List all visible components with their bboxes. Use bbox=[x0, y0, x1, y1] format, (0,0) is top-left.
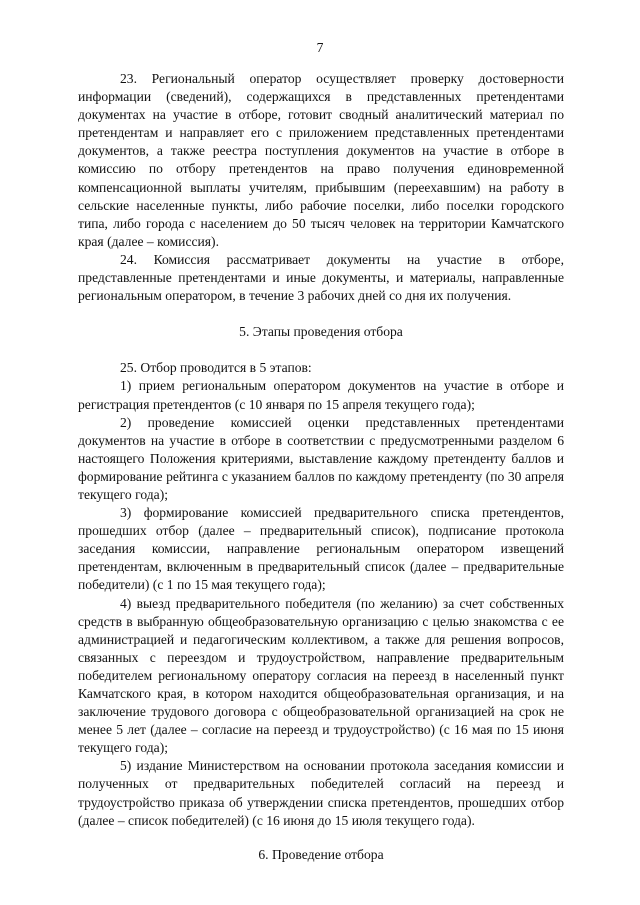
list-item-stage-4: 4) выезд предварительного победителя (по желанию) за счет собственных средств в выбранную общеобразовательную организацию с целью знакомства с ее администрацией и педагогическим коллективом, а также для решения вопросов, связанных с переездом и трудоустройством, направление предварительным победителем региональному оператору согласия на переезд в населенный пункт Камчатского края, в котором находится общеобразовательная организация, и на заключение трудового договора с общеобразовательной организацией на срок не менее 5 лет (далее – согласие на переезд и трудоустройство) (с 16 мая по 15 июня текущего года); bbox=[78, 595, 564, 756]
list-item-stage-1: 1) прием региональным оператором документов на участие в отборе и регистрация претендентов (с 10 января по 15 апреля текущего года); bbox=[78, 378, 564, 412]
document-body bbox=[78, 70, 564, 864]
paragraph-23: 23. Региональный оператор осуществляет проверку достоверности информации (сведений), содержащихся в представленных претендентами документах на участие в отборе, готовит сводный аналитический материал по претендентам и направляет его с приложением представленных претендентами документов, а также реестра поступления документов на участие в отборе в комиссию по отбору претендентов на право получения единовременной компенсационной выплаты учителям, прибывшим (переехавшим) на работу в сельские населенные пункты, либо рабочие поселки, либо поселки городского типа, либо города с населением до 50 тысяч человек на территории Камчатского края (далее – комиссия). bbox=[78, 71, 564, 249]
list-item-stage-5: 5) издание Министерством на основании протокола заседания комиссии и полученных от предварительных победителей согласий на переезд и трудоустройство приказа об утверждении списка претендентов, прошедших отбор (далее – список победителей) (с 16 июня до 15 июля текущего года). bbox=[78, 758, 564, 828]
paragraph-24: 24. Комиссия рассматривает документы на участие в отборе, представленные претендентами и иные документы, и материалы, направленные региональным оператором, в течение 3 рабочих дней со дня их получения. bbox=[78, 251, 564, 304]
list-item-stage-3: 3) формирование комиссией предварительного списка претендентов, прошедших отбор (далее – предварительный список), подписание протокола заседания комиссии, направление региональным оператором извещений претендентам, включенным в предварительный список (далее – предварительные победители) (с 1 по 15 мая текущего года); bbox=[78, 505, 564, 593]
paragraph-25: 25. Отбор проводится в 5 этапов: bbox=[120, 360, 312, 376]
section-5-heading: 5. Этапы проведения отбора bbox=[239, 324, 403, 340]
section-6-heading: 6. Проведение отбора bbox=[258, 846, 384, 862]
list-item-stage-2: 2) проведение комиссией оценки представленных претендентами документов на участие в отборе в соответствии с предусмотренными разделом 6 настоящего Положения критериями, выставление каждому претенденту баллов и формирование рейтинга с указанием баллов по каждому претенденту (по 30 апреля текущего года); bbox=[78, 414, 564, 502]
page-number: 7 bbox=[316, 40, 324, 55]
